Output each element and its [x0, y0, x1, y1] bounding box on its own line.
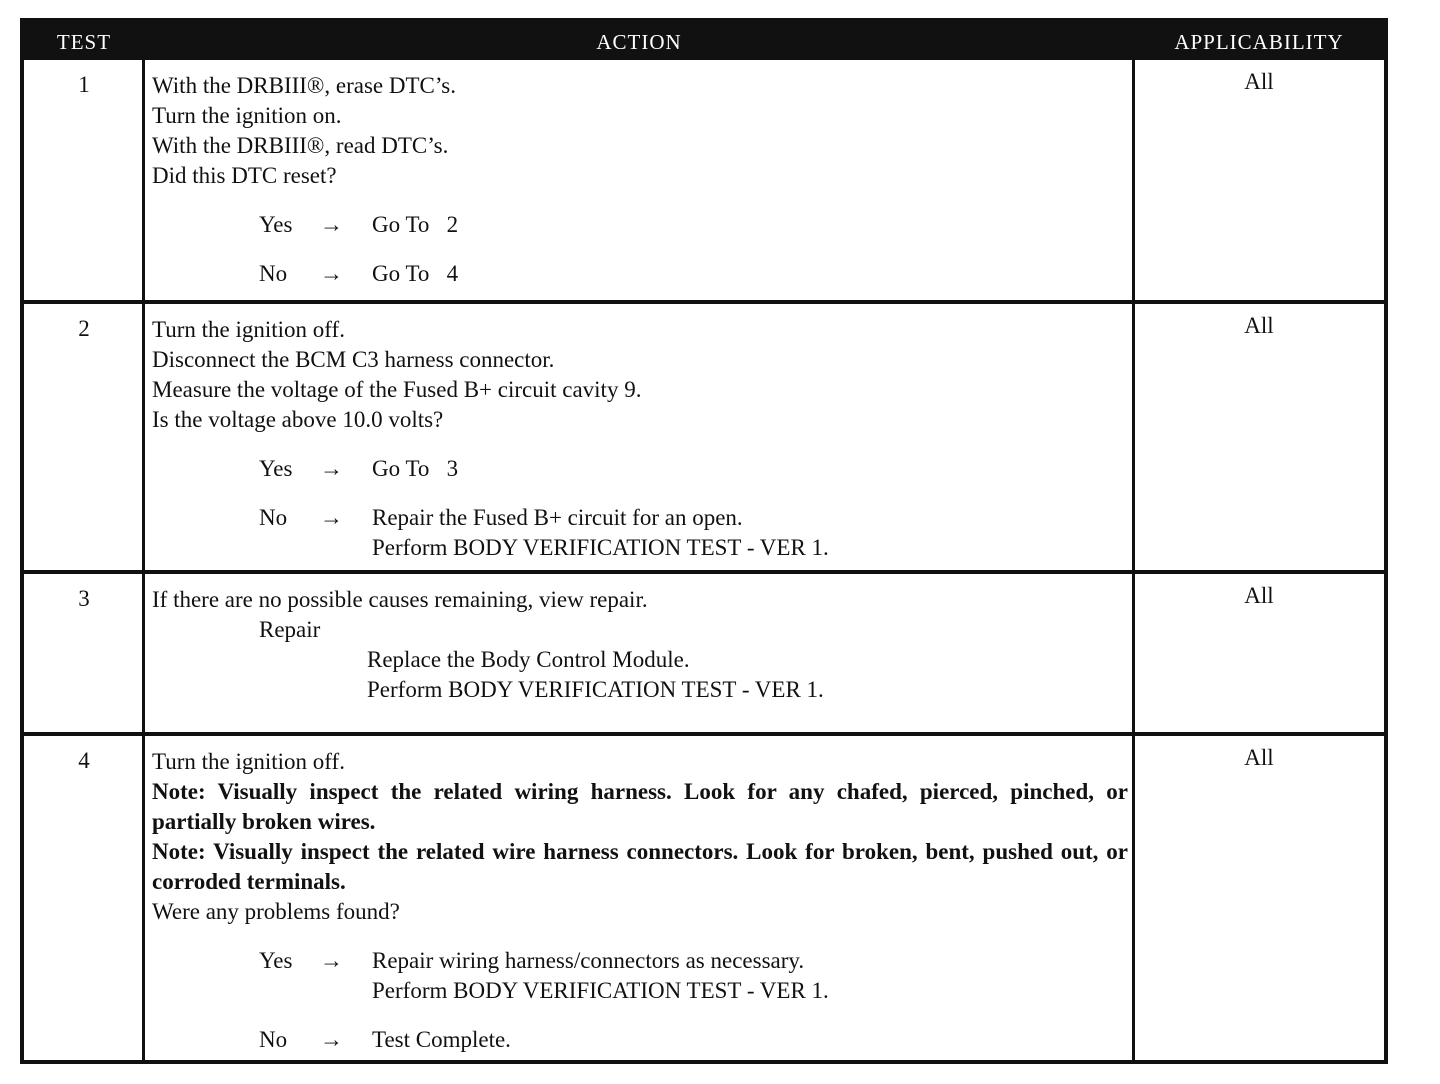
branch-result: Test Complete. [372, 1027, 511, 1052]
action-line: Is the voltage above 10.0 volts? [152, 407, 444, 432]
yes-branch [152, 946, 1128, 1006]
test-number: 1 [78, 72, 90, 97]
repair-line: Replace the Body Control Module. [367, 647, 690, 672]
arrow-icon: → [320, 1027, 343, 1052]
test-number: 2 [78, 316, 90, 341]
branch-label: Yes [259, 948, 293, 973]
note-connectors: Note: Visually inspect the related wire harness connectors. Look for broken, bent, pushed out, or corroded terminals. [152, 839, 1128, 894]
action-line: With the DRBIII®, erase DTC’s. [152, 73, 456, 98]
action-cell [152, 585, 1128, 705]
no-branch [152, 1025, 1128, 1055]
header-test: TEST [56, 30, 112, 54]
branch-result: Go To 4 [372, 261, 459, 286]
arrow-icon: → [320, 505, 343, 530]
action-line: Were any problems found? [152, 899, 400, 924]
branch-result-line-2: Perform BODY VERIFICATION TEST - VER 1. [372, 535, 829, 560]
applicability-cell: All [1244, 313, 1274, 338]
arrow-icon: → [320, 212, 343, 237]
test-number: 4 [78, 748, 90, 773]
branch-label: No [259, 505, 288, 530]
branch-result: Go To 3 [372, 456, 459, 481]
action-line: If there are no possible causes remaining, view repair. [152, 587, 648, 612]
no-branch [152, 503, 1128, 563]
diagnostic-table [20, 18, 1388, 1064]
applicability-cell: All [1244, 583, 1274, 608]
branch-label: No [259, 1027, 288, 1052]
table-header [24, 22, 1384, 60]
action-line: Turn the ignition off. [152, 749, 345, 774]
action-line: Measure the voltage of the Fused B+ circuit cavity 9. [152, 377, 642, 402]
header-applicability: APPLICABILITY [1174, 30, 1344, 54]
test-row-2 [24, 300, 1384, 572]
test-number: 3 [78, 586, 90, 611]
action-line: Turn the ignition off. [152, 317, 345, 342]
action-line: Disconnect the BCM C3 harness connector. [152, 347, 555, 372]
applicability-cell: All [1244, 69, 1274, 94]
action-line: Did this DTC reset? [152, 163, 337, 188]
action-cell [152, 71, 1128, 289]
branch-result: Repair wiring harness/connectors as necessary. [372, 948, 805, 973]
branch-result: Go To 2 [372, 212, 459, 237]
branch-label: Yes [259, 456, 293, 481]
arrow-icon: → [320, 948, 343, 973]
yes-branch [152, 454, 1128, 484]
repair-line: Perform BODY VERIFICATION TEST - VER 1. [367, 677, 824, 702]
no-branch [152, 259, 1128, 289]
arrow-icon: → [320, 261, 343, 286]
branch-result: Repair the Fused B+ circuit for an open. [372, 505, 743, 530]
branch-result-line-2: Perform BODY VERIFICATION TEST - VER 1. [372, 978, 829, 1003]
action-cell [152, 315, 1128, 563]
action-line: Turn the ignition on. [152, 103, 342, 128]
test-row-1 [24, 60, 1384, 302]
repair-label: Repair [259, 617, 321, 642]
applicability-cell: All [1244, 745, 1274, 770]
arrow-icon: → [320, 456, 343, 481]
note-wiring-harness: Note: Visually inspect the related wiring harness. Look for any chafed, pierced, pinched, or partially broken wires. [152, 779, 1128, 834]
action-cell [152, 747, 1128, 1055]
test-row-3 [24, 570, 1384, 734]
test-row-4 [24, 732, 1384, 1060]
header-action: ACTION [596, 30, 682, 54]
yes-branch [152, 210, 1128, 240]
branch-label: Yes [259, 212, 293, 237]
action-line: With the DRBIII®, read DTC’s. [152, 133, 449, 158]
branch-label: No [259, 261, 288, 286]
